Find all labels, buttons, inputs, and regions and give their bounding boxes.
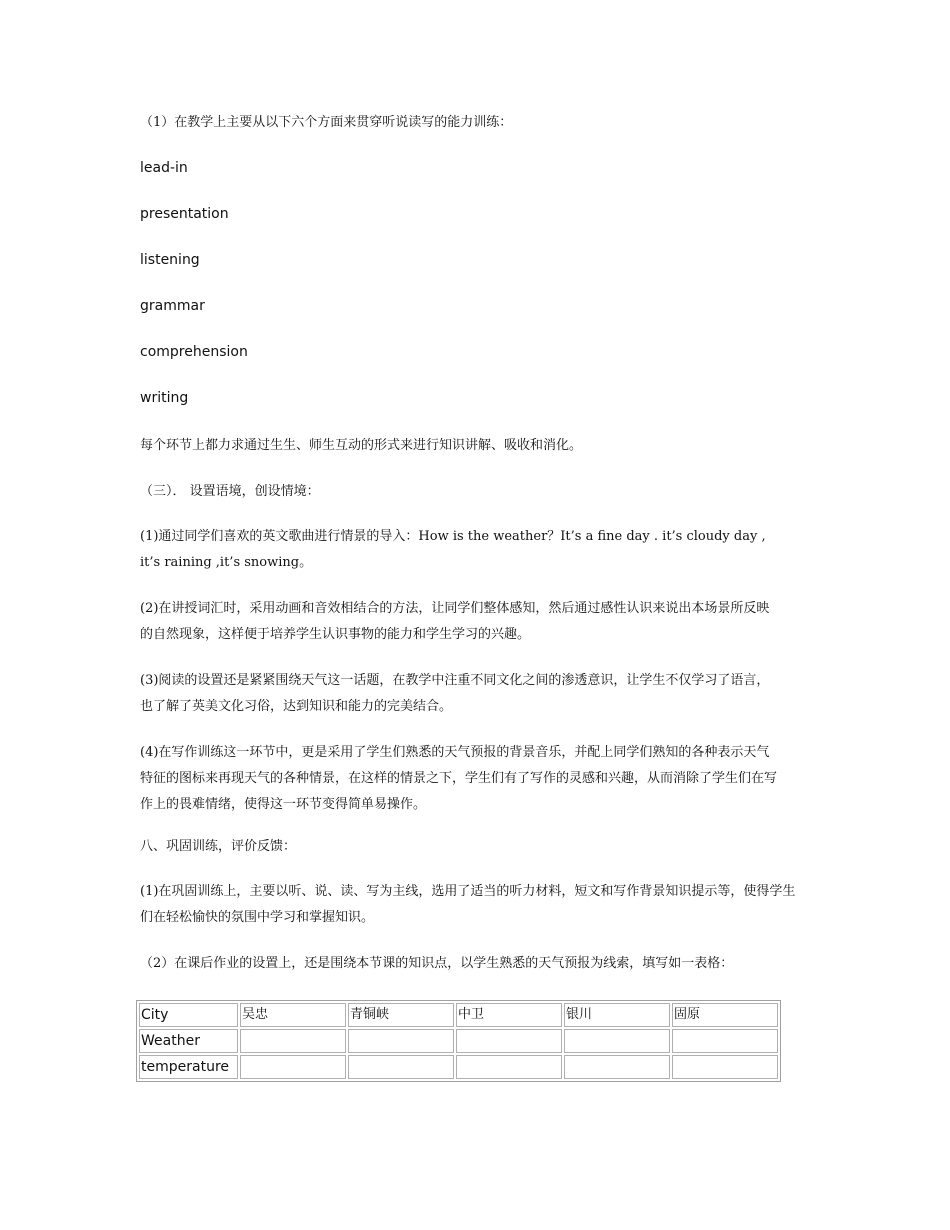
paragraph-vocabulary-line1: (2)在讲授词汇时，采用动画和音效相结合的方法，让同学们整体感知，然后通过感性认识来说出本场景所反映 <box>140 601 770 616</box>
table-cell-city: 银川 <box>564 1003 670 1027</box>
paragraph-writing-line1: (4)在写作训练这一环节中，更是采用了学生们熟悉的天气预报的背景音乐，并配上同学们熟知的各种表示天气 <box>140 745 770 760</box>
paragraph-reading-line1: (3)阅读的设置还是紧紧围绕天气这一话题，在教学中注重不同文化之间的渗透意识，让学生不仅学习了语言， <box>140 673 770 688</box>
table-cell-blank <box>240 1029 346 1053</box>
section-heading-context: （三）． 设置语境，创设情境： <box>140 484 320 499</box>
table-cell-blank <box>672 1029 778 1053</box>
paragraph-song-intro-line1: (1)通过同学们喜欢的英文歌曲进行情景的导入：How is the weather？It’s a fine day . it’s cloudy day , <box>140 529 766 544</box>
step-comprehension: comprehension <box>140 344 248 360</box>
table-cell-header: Weather <box>139 1029 238 1053</box>
paragraph-consolidation-line1: (1)在巩固训练上，主要以听、说、读、写为主线，选用了适当的听力材料，短文和写作背景知识提示等，使得学生 <box>140 884 796 899</box>
table-cell-blank <box>564 1055 670 1079</box>
step-lead-in: lead-in <box>140 160 188 176</box>
section-heading-feedback: 八、巩固训练，评价反馈： <box>140 839 297 854</box>
table-row <box>139 1055 778 1079</box>
paragraph-training-intro: （1）在教学上主要从以下六个方面来贯穿听说读写的能力训练： <box>140 115 513 130</box>
table-cell-city: 吴忠 <box>240 1003 346 1027</box>
step-writing: writing <box>140 390 189 406</box>
table-cell-header: City <box>139 1003 238 1027</box>
paragraph-homework: （2）在课后作业的设置上，还是围绕本节课的知识点，以学生熟悉的天气预报为线索，填写如一表格： <box>140 956 734 971</box>
paragraph-writing-line3: 作上的畏难情绪，使得这一环节变得简单易操作。 <box>140 797 427 812</box>
step-listening: listening <box>140 252 200 268</box>
table-cell-blank <box>456 1029 562 1053</box>
table-cell-blank <box>564 1029 670 1053</box>
table-row <box>139 1029 778 1053</box>
paragraph-reading-line2: 也了解了英美文化习俗，达到知识和能力的完美结合。 <box>140 699 453 714</box>
table-cell-blank <box>240 1055 346 1079</box>
paragraph-writing-line2: 特征的图标来再现天气的各种情景，在这样的情景之下，学生们有了写作的灵感和兴趣，从而消除了学生们在写 <box>140 771 778 786</box>
paragraph-vocabulary-line2: 的自然现象，这样便于培养学生认识事物的能力和学生学习的兴趣。 <box>140 627 531 642</box>
table-cell-city: 青铜峡 <box>348 1003 454 1027</box>
paragraph-interaction: 每个环节上都力求通过生生、师生互动的形式来进行知识讲解、吸收和消化。 <box>140 438 583 453</box>
table-row <box>139 1003 778 1027</box>
table-cell-blank <box>348 1055 454 1079</box>
table-cell-blank <box>348 1029 454 1053</box>
weather-table <box>136 1000 781 1082</box>
paragraph-song-intro-line2: it’s raining ,it’s snowing。 <box>140 555 313 570</box>
table-cell-city: 固原 <box>672 1003 778 1027</box>
table-cell-city: 中卫 <box>456 1003 562 1027</box>
table-cell-header: temperature <box>139 1055 238 1079</box>
table-cell-blank <box>456 1055 562 1079</box>
paragraph-consolidation-line2: 们在轻松愉快的氛围中学习和掌握知识。 <box>140 910 375 925</box>
step-presentation: presentation <box>140 206 229 222</box>
table-cell-blank <box>672 1055 778 1079</box>
step-grammar: grammar <box>140 298 205 314</box>
